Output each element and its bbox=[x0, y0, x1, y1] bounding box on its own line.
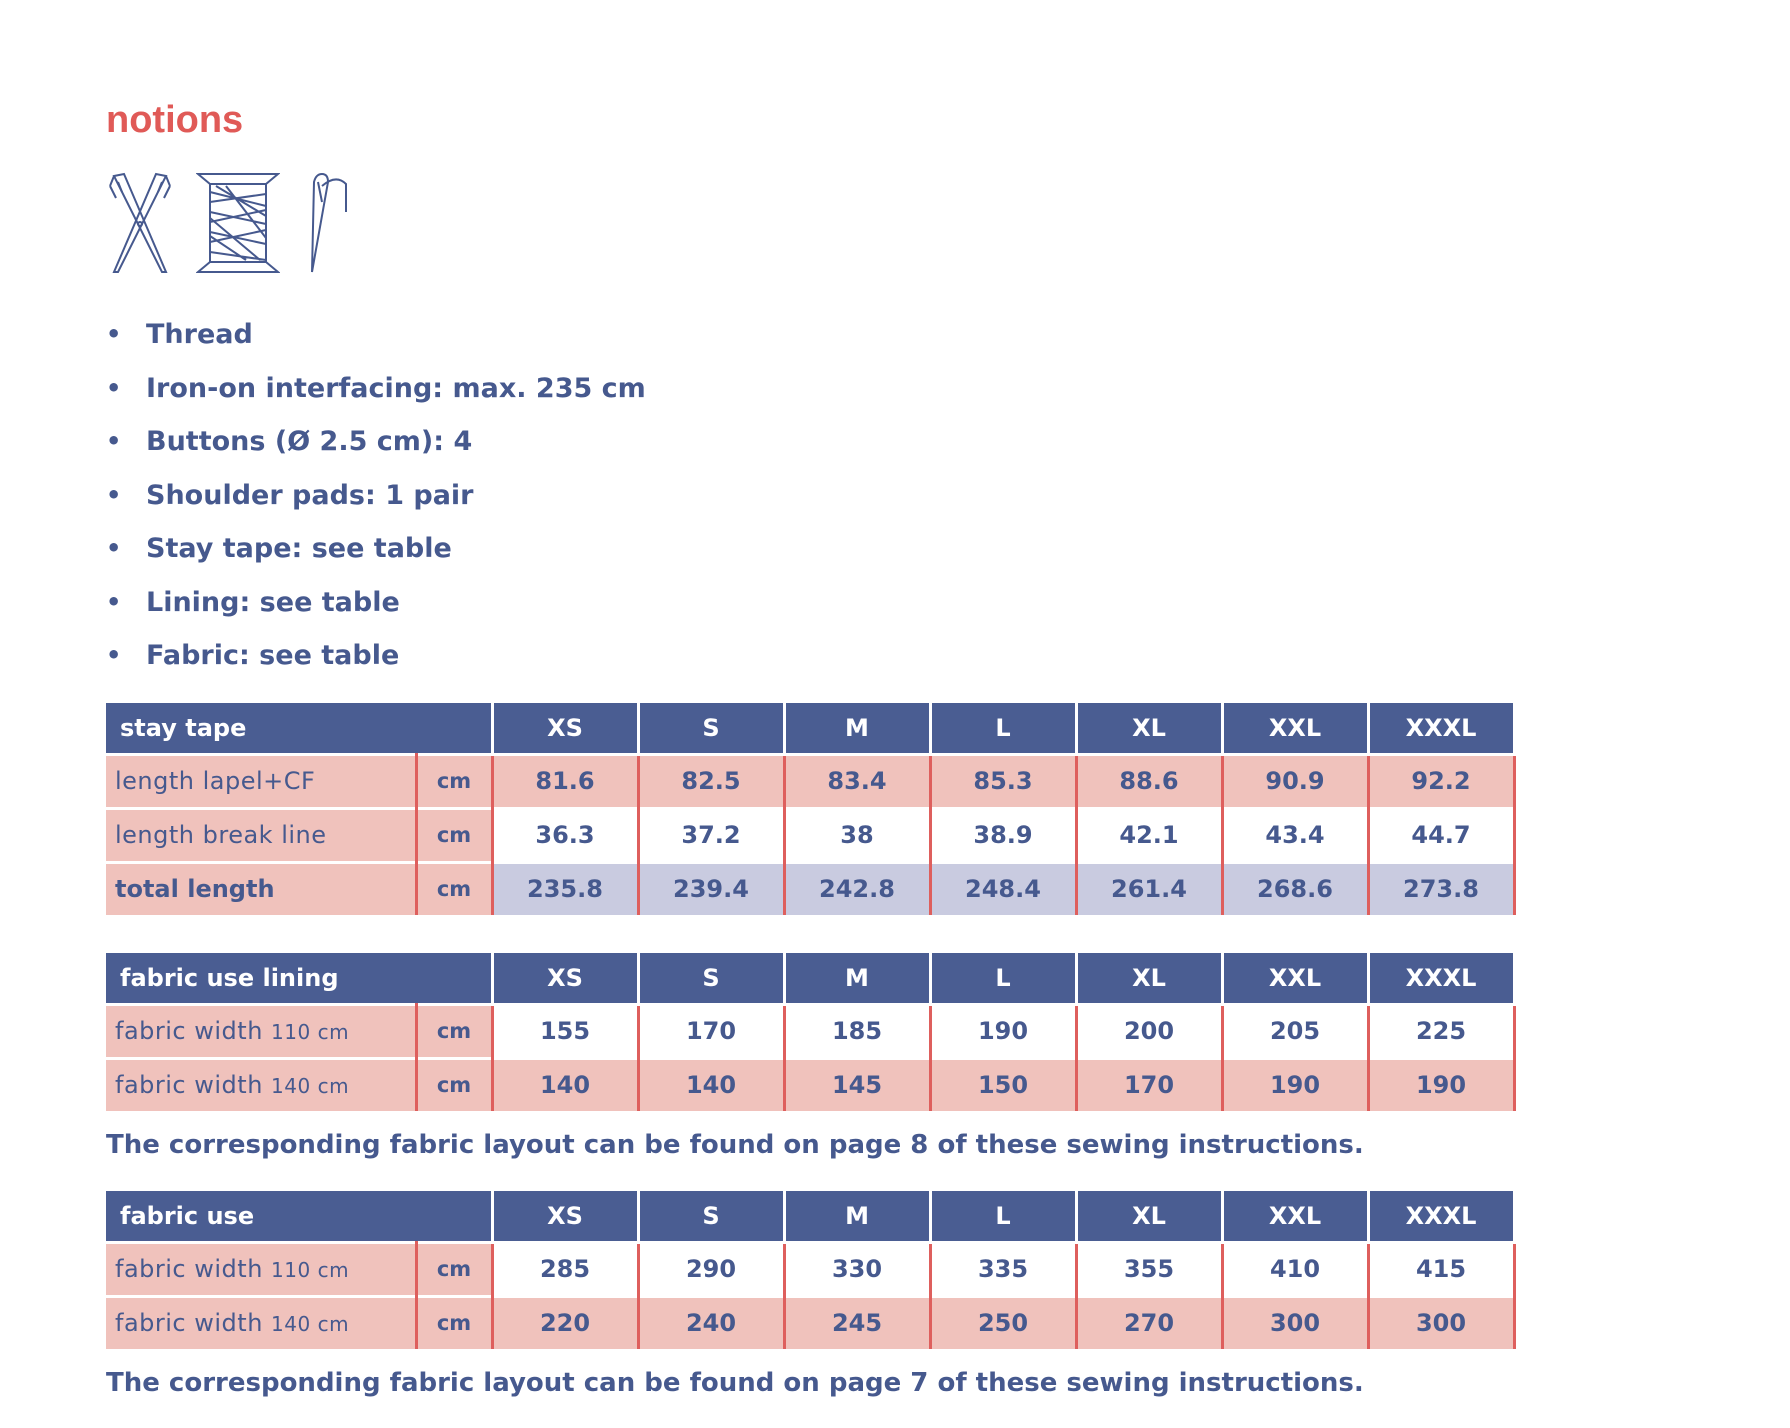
list-item bbox=[106, 576, 1526, 630]
fabric-use-table bbox=[106, 1191, 1516, 1349]
table-cell: 190 bbox=[1368, 1058, 1514, 1111]
sewing-notions-page bbox=[106, 96, 1526, 1403]
row-label-width: 140 cm bbox=[271, 1312, 350, 1336]
table-cell: 36.3 bbox=[492, 808, 638, 862]
size-header: XXL bbox=[1222, 703, 1368, 755]
size-header: XXXL bbox=[1368, 1191, 1514, 1243]
table-cell: 150 bbox=[930, 1058, 1076, 1111]
list-item-text: Iron-on interfacing: max. 235 cm bbox=[146, 372, 646, 404]
list-item bbox=[106, 629, 1526, 683]
row-unit: cm bbox=[416, 1242, 492, 1296]
row-unit: cm bbox=[416, 1058, 492, 1111]
list-item-text: Shoulder pads: 1 pair bbox=[146, 479, 474, 511]
row-label bbox=[106, 1296, 416, 1349]
bullet-icon: • bbox=[106, 373, 122, 402]
size-header: XL bbox=[1076, 703, 1222, 755]
size-header: XXXL bbox=[1368, 953, 1514, 1005]
fabric-layout-note: The corresponding fabric layout can be found on page 7 of these sewing instructions. bbox=[106, 1367, 1364, 1398]
row-label-text: fabric width bbox=[115, 1017, 263, 1045]
row-label bbox=[106, 1004, 416, 1058]
size-header: L bbox=[930, 1191, 1076, 1243]
row-unit: cm bbox=[416, 754, 492, 808]
list-item-text: Thread bbox=[146, 319, 253, 350]
table-row bbox=[106, 1242, 1514, 1296]
size-header: XL bbox=[1076, 953, 1222, 1005]
size-header: M bbox=[784, 703, 930, 755]
list-item bbox=[106, 362, 1526, 416]
table-cell: 140 bbox=[638, 1058, 784, 1111]
list-item-text: Fabric: see table bbox=[146, 640, 400, 671]
row-unit: cm bbox=[416, 1296, 492, 1349]
table-row bbox=[106, 1058, 1514, 1111]
table-title: stay tape bbox=[106, 703, 492, 755]
size-header: L bbox=[930, 703, 1076, 755]
size-header: XS bbox=[492, 703, 638, 755]
table-cell: 38.9 bbox=[930, 808, 1076, 862]
list-item bbox=[106, 522, 1526, 576]
size-header: XL bbox=[1076, 1191, 1222, 1243]
size-header: S bbox=[638, 953, 784, 1005]
table-cell: 44.7 bbox=[1368, 808, 1514, 862]
row-label-width: 140 cm bbox=[271, 1074, 350, 1098]
thread-spool-icon bbox=[196, 172, 280, 274]
table-cell: 250 bbox=[930, 1296, 1076, 1349]
row-label: length break line bbox=[106, 808, 416, 862]
table-cell: 37.2 bbox=[638, 808, 784, 862]
table-cell: 355 bbox=[1076, 1242, 1222, 1296]
size-header: S bbox=[638, 703, 784, 755]
table-cell: 43.4 bbox=[1222, 808, 1368, 862]
table-cell: 88.6 bbox=[1076, 754, 1222, 808]
bullet-icon: • bbox=[106, 534, 122, 562]
table-cell: 92.2 bbox=[1368, 754, 1514, 808]
table-cell: 290 bbox=[638, 1242, 784, 1296]
table-row bbox=[106, 754, 1514, 808]
table-cell: 155 bbox=[492, 1004, 638, 1058]
row-label: total length bbox=[106, 862, 416, 915]
table-cell: 200 bbox=[1076, 1004, 1222, 1058]
table-cell: 235.8 bbox=[492, 862, 638, 915]
table-cell: 82.5 bbox=[638, 754, 784, 808]
size-header: XXL bbox=[1222, 953, 1368, 1005]
needle-icon bbox=[302, 172, 352, 274]
row-label: length lapel+CF bbox=[106, 754, 416, 808]
bullet-icon: • bbox=[106, 587, 122, 616]
table-row-total bbox=[106, 862, 1514, 915]
size-header: XXL bbox=[1222, 1191, 1368, 1243]
table-cell: 190 bbox=[1222, 1058, 1368, 1111]
size-header: XS bbox=[492, 953, 638, 1005]
lining-layout-note: The corresponding fabric layout can be found on page 8 of these sewing instructions. bbox=[106, 1129, 1364, 1160]
table-row bbox=[106, 1004, 1514, 1058]
size-header: XS bbox=[492, 1191, 638, 1243]
bullet-icon: • bbox=[106, 480, 122, 509]
table-cell: 205 bbox=[1222, 1004, 1368, 1058]
table-header-row bbox=[106, 703, 1514, 755]
table-header-row bbox=[106, 953, 1514, 1005]
size-header: XXXL bbox=[1368, 703, 1514, 755]
table-cell: 239.4 bbox=[638, 862, 784, 915]
list-item bbox=[106, 415, 1526, 469]
table-cell: 220 bbox=[492, 1296, 638, 1349]
size-header: M bbox=[784, 1191, 930, 1243]
table-title: fabric use bbox=[106, 1191, 492, 1243]
list-item bbox=[106, 308, 1526, 362]
table-title: fabric use lining bbox=[106, 953, 492, 1005]
table-cell: 270 bbox=[1076, 1296, 1222, 1349]
notions-heading: notions bbox=[106, 99, 244, 141]
row-unit: cm bbox=[416, 1004, 492, 1058]
row-unit: cm bbox=[416, 862, 492, 915]
table-cell: 38 bbox=[784, 808, 930, 862]
scissors-icon bbox=[106, 172, 174, 274]
table-row bbox=[106, 808, 1514, 862]
table-cell: 410 bbox=[1222, 1242, 1368, 1296]
notions-list bbox=[106, 308, 1526, 683]
list-item-text: Buttons (Ø 2.5 cm): 4 bbox=[146, 426, 473, 457]
table-cell: 85.3 bbox=[930, 754, 1076, 808]
table-cell: 261.4 bbox=[1076, 862, 1222, 915]
stay-tape-table bbox=[106, 703, 1516, 915]
table-cell: 81.6 bbox=[492, 754, 638, 808]
row-label bbox=[106, 1242, 416, 1296]
table-cell: 185 bbox=[784, 1004, 930, 1058]
bullet-icon: • bbox=[106, 641, 122, 669]
table-cell: 190 bbox=[930, 1004, 1076, 1058]
bullet-icon: • bbox=[106, 427, 122, 455]
row-label-text: fabric width bbox=[115, 1309, 263, 1337]
table-row bbox=[106, 1296, 1514, 1349]
table-cell: 83.4 bbox=[784, 754, 930, 808]
table-cell: 242.8 bbox=[784, 862, 930, 915]
row-label-width: 110 cm bbox=[271, 1258, 350, 1282]
table-cell: 268.6 bbox=[1222, 862, 1368, 915]
table-cell: 248.4 bbox=[930, 862, 1076, 915]
list-item-text: Stay tape: see table bbox=[146, 533, 452, 564]
notions-icons bbox=[106, 172, 1526, 276]
row-label-text: fabric width bbox=[115, 1255, 263, 1283]
table-cell: 140 bbox=[492, 1058, 638, 1111]
table-cell: 300 bbox=[1222, 1296, 1368, 1349]
row-label-width: 110 cm bbox=[271, 1020, 350, 1044]
table-cell: 225 bbox=[1368, 1004, 1514, 1058]
list-item-text: Lining: see table bbox=[146, 586, 400, 618]
table-cell: 300 bbox=[1368, 1296, 1514, 1349]
table-cell: 330 bbox=[784, 1242, 930, 1296]
table-cell: 335 bbox=[930, 1242, 1076, 1296]
row-label-text: fabric width bbox=[115, 1071, 263, 1099]
table-cell: 170 bbox=[638, 1004, 784, 1058]
table-cell: 240 bbox=[638, 1296, 784, 1349]
table-cell: 273.8 bbox=[1368, 862, 1514, 915]
table-header-row bbox=[106, 1191, 1514, 1243]
list-item bbox=[106, 469, 1526, 523]
table-cell: 90.9 bbox=[1222, 754, 1368, 808]
bullet-icon: • bbox=[106, 320, 122, 348]
table-cell: 245 bbox=[784, 1296, 930, 1349]
table-cell: 415 bbox=[1368, 1242, 1514, 1296]
row-label bbox=[106, 1058, 416, 1111]
table-cell: 42.1 bbox=[1076, 808, 1222, 862]
size-header: M bbox=[784, 953, 930, 1005]
table-cell: 285 bbox=[492, 1242, 638, 1296]
size-header: L bbox=[930, 953, 1076, 1005]
table-cell: 145 bbox=[784, 1058, 930, 1111]
row-unit: cm bbox=[416, 808, 492, 862]
table-cell: 170 bbox=[1076, 1058, 1222, 1111]
lining-table bbox=[106, 953, 1516, 1111]
size-header: S bbox=[638, 1191, 784, 1243]
